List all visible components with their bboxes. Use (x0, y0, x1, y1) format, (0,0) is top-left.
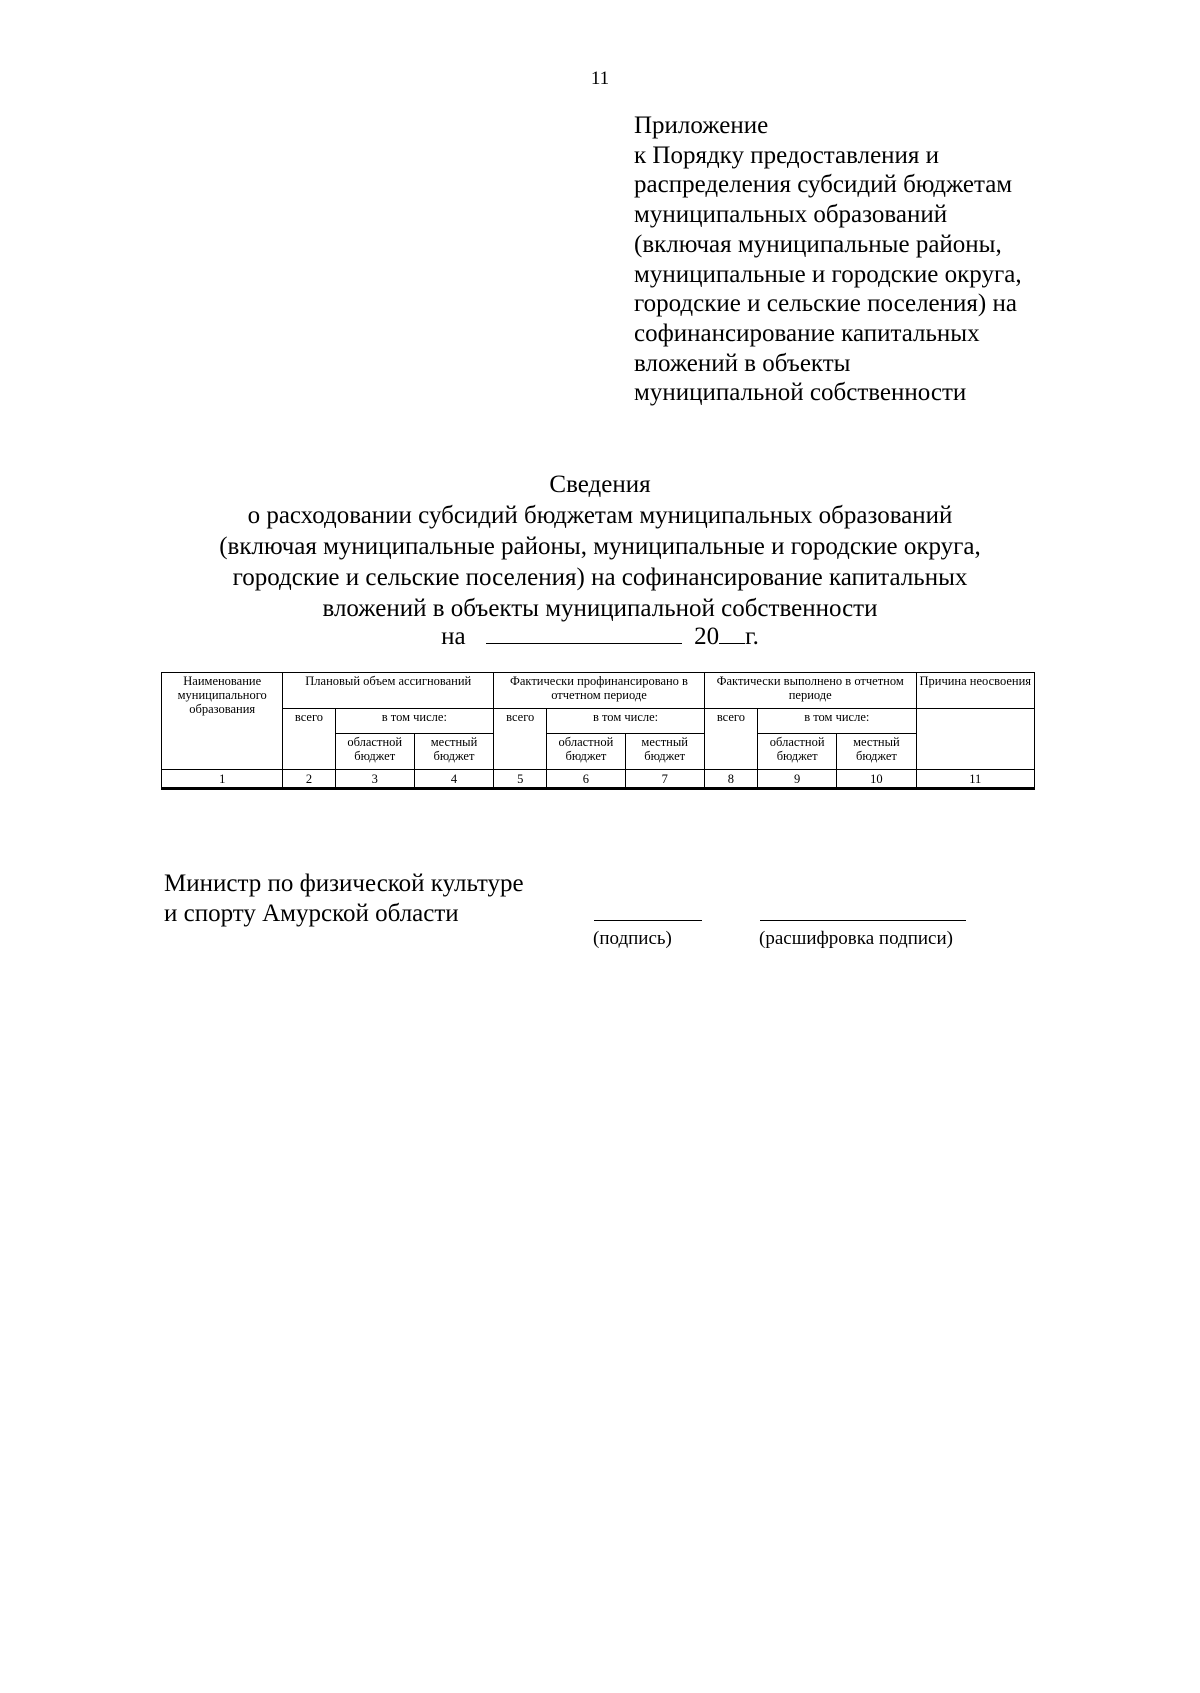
title-line: о расходовании субсидий бюджетам муниципальных образований (247, 502, 953, 529)
data-cell[interactable] (837, 788, 916, 790)
minister-line: и спорту Амурской области (164, 900, 459, 927)
minister-title (164, 869, 524, 929)
header-total: всего (494, 709, 547, 770)
title-line: вложений в объекты муниципальной собственности (322, 595, 878, 622)
signature-caption: (подпись) (593, 928, 672, 949)
appendix-line: Приложение (634, 112, 769, 139)
header-total: всего (283, 709, 335, 770)
column-number: 1 (162, 770, 283, 788)
column-number: 2 (283, 770, 335, 788)
header-including: в том числе: (335, 709, 494, 734)
data-cell[interactable] (625, 788, 704, 790)
column-number-row (162, 770, 1035, 788)
header-total: всего (704, 709, 757, 770)
title-line: городские и сельские поселения) на софинансирование капитальных (232, 564, 968, 591)
appendix-line: муниципальных образований (634, 201, 948, 229)
column-number: 7 (625, 770, 704, 788)
data-cell[interactable] (494, 788, 547, 790)
report-date-line (0, 621, 1200, 652)
appendix-line: распределения субсидий бюджетам (634, 171, 1013, 199)
column-number: 6 (547, 770, 625, 788)
column-number: 10 (837, 770, 916, 788)
header-municipality-name: Наименование муниципального образования (162, 673, 283, 770)
header-including: в том числе: (547, 709, 705, 734)
title-line: Сведения (549, 471, 651, 498)
data-cell[interactable] (916, 788, 1034, 790)
expenditure-form-table (161, 672, 1035, 790)
header-local-budget: местный бюджет (414, 734, 493, 770)
appendix-line: софинансирование капитальных (634, 319, 980, 347)
page-number: 11 (590, 68, 610, 89)
appendix-line: городские и сельские поселения) на (634, 290, 1017, 318)
header-planned-allocation: Плановый объем ассигнований (283, 673, 494, 709)
empty-data-row[interactable] (162, 788, 1035, 790)
header-non-use-reason: Причина неосвоения (916, 673, 1034, 709)
column-number: 8 (704, 770, 757, 788)
header-regional-budget: областной бюджет (335, 734, 414, 770)
title-line: (включая муниципальные районы, муниципальные и городские округа, (219, 533, 981, 560)
year-prefix: 20 (694, 623, 720, 650)
date-prefix: на (441, 623, 466, 650)
header-reason-spacer (916, 709, 1034, 770)
minister-line: Министр по физической культуре (164, 870, 524, 897)
data-cell[interactable] (414, 788, 493, 790)
column-number: 9 (758, 770, 837, 788)
appendix-line: к Порядку предоставления и (634, 141, 940, 169)
header-local-budget: местный бюджет (625, 734, 704, 770)
data-cell[interactable] (283, 788, 335, 790)
appendix-note (634, 111, 1074, 408)
data-cell[interactable] (704, 788, 757, 790)
appendix-line: вложений в объекты (634, 349, 851, 377)
header-actually-financed: Фактически профинансировано в отчетном периоде (494, 673, 705, 709)
document-title (0, 469, 1200, 624)
column-number: 3 (335, 770, 414, 788)
column-number: 4 (414, 770, 493, 788)
data-cell[interactable] (758, 788, 837, 790)
year-blank[interactable] (719, 621, 745, 644)
column-number: 5 (494, 770, 547, 788)
signature-blank[interactable] (594, 920, 702, 921)
data-cell[interactable] (335, 788, 414, 790)
header-including: в том числе: (758, 709, 917, 734)
header-local-budget: местный бюджет (837, 734, 916, 770)
column-number: 11 (916, 770, 1034, 788)
date-blank[interactable] (486, 621, 682, 644)
header-actually-completed: Фактически выполнено в отчетном периоде (704, 673, 916, 709)
signature-decoding-caption: (расшифровка подписи) (759, 928, 953, 949)
appendix-line: (включая муниципальные районы, (634, 230, 1002, 258)
appendix-line: муниципальные и городские округа, (634, 260, 1022, 288)
data-cell[interactable] (547, 788, 625, 790)
appendix-line: муниципальной собственности (634, 379, 967, 407)
year-suffix: г. (745, 623, 759, 650)
header-regional-budget: областной бюджет (758, 734, 837, 770)
signature-decoding-blank[interactable] (760, 920, 966, 921)
data-cell[interactable] (162, 788, 283, 790)
header-regional-budget: областной бюджет (547, 734, 625, 770)
